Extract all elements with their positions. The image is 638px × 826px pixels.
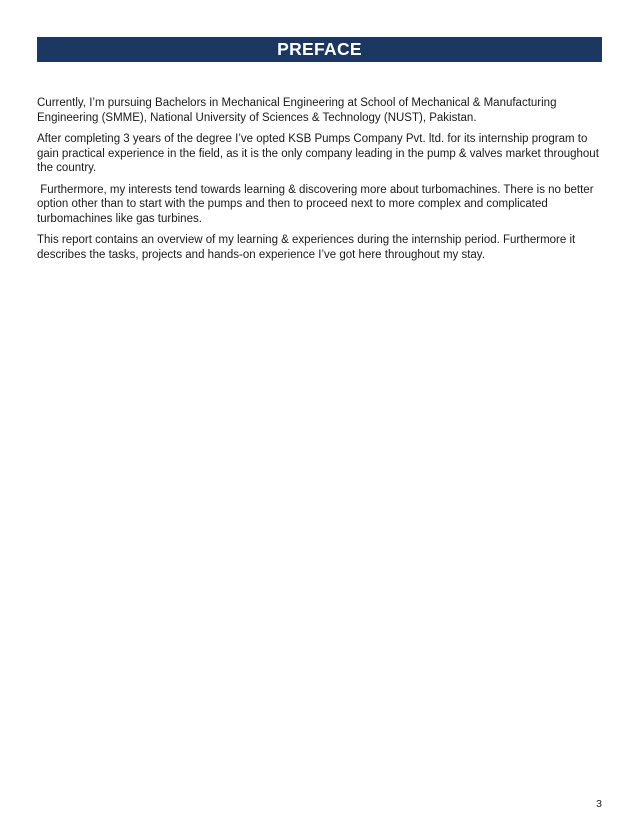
section-heading-banner bbox=[37, 37, 602, 62]
paragraph-internship: After completing 3 years of the degree I’ve opted KSB Pumps Company Pvt. ltd. for its internship program to gain practical experience in the field, as it is the only company leading in the pump & valves market throughout the country. bbox=[37, 133, 599, 174]
paragraph-interests: Furthermore, my interests tend towards learning & discovering more about turbomachines. There is no better option other than to start with the pumps and then to proceed next to more complex and complicated turbomachines like gas turbines. bbox=[37, 183, 597, 225]
paragraph-report-overview: This report contains an overview of my learning & experiences during the internship period. Furthermore it describes the tasks, projects and hands-on experience I’ve got here throughout my stay. bbox=[37, 234, 576, 261]
section-heading: PREFACE bbox=[277, 39, 362, 59]
page-number: 3 bbox=[596, 798, 602, 810]
paragraph-education: Currently, I’m pursuing Bachelors in Mechanical Engineering at School of Mechanical & Manufacturing Engineering (SMME), National University of Sciences & Technology (NUST), Pakistan. bbox=[37, 97, 557, 124]
preface-body bbox=[37, 96, 603, 269]
